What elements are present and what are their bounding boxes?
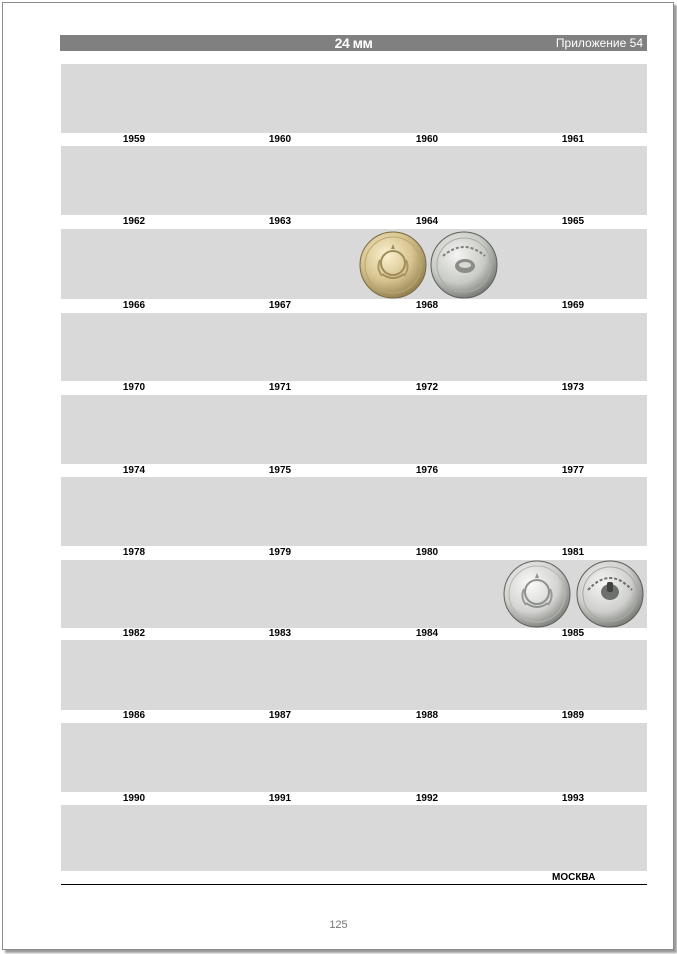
year-label: 1976 [415,465,439,476]
appendix-label: Приложение 54 [555,36,643,50]
year-label: 1977 [561,465,585,476]
footer-rule [61,884,647,885]
year-label: 1973 [561,382,585,393]
year-row [61,381,647,394]
year-label: 1990 [122,793,146,804]
photo-band [61,395,647,464]
year-label: 1960 [415,134,439,145]
year-label: 1967 [268,300,292,311]
year-label: 1975 [268,465,292,476]
year-label: 1960 [268,134,292,145]
button-1985-reverse [575,560,645,628]
year-label: 1981 [561,547,585,558]
year-label: 1988 [415,710,439,721]
year-label: 1966 [122,300,146,311]
year-label: 1961 [561,134,585,145]
size-title: 24 мм [334,35,373,51]
header-bar [60,35,647,51]
button-1968-reverse [429,230,499,300]
year-label: 1959 [122,134,146,145]
city-label: МОСКВА [552,872,596,883]
year-row [61,299,647,312]
year-label: 1985 [561,628,585,639]
photo-band [61,64,647,133]
year-label: 1970 [122,382,146,393]
page-number: 125 [329,919,348,931]
year-label: 1964 [415,216,439,227]
year-label: 1980 [415,547,439,558]
year-label: 1972 [415,382,439,393]
button-1985-obverse [502,560,572,628]
year-label: 1991 [268,793,292,804]
button-1968-obverse [358,230,428,300]
year-row [61,464,647,477]
year-row [61,215,647,228]
photo-band [61,313,647,381]
year-label: 1987 [268,710,292,721]
year-label: 1982 [122,628,146,639]
year-row [61,133,647,146]
year-label: 1979 [268,547,292,558]
photo-band [61,805,647,871]
photo-band [61,640,647,710]
year-label: 1992 [415,793,439,804]
year-label: 1986 [122,710,146,721]
year-label: 1984 [415,628,439,639]
photo-band [61,477,647,546]
photo-band [61,229,647,299]
year-row [61,792,647,805]
year-label: 1993 [561,793,585,804]
year-label: 1989 [561,710,585,721]
year-row [61,546,647,559]
year-label: 1968 [415,300,439,311]
year-label: 1971 [268,382,292,393]
year-label: 1974 [122,465,146,476]
year-label: 1983 [268,628,292,639]
year-label: 1969 [561,300,585,311]
year-label: 1965 [561,216,585,227]
year-label: 1978 [122,547,146,558]
photo-band [61,723,647,792]
year-label: 1963 [268,216,292,227]
year-row [61,627,647,640]
year-label: 1962 [122,216,146,227]
photo-band [61,146,647,215]
year-row [61,709,647,722]
